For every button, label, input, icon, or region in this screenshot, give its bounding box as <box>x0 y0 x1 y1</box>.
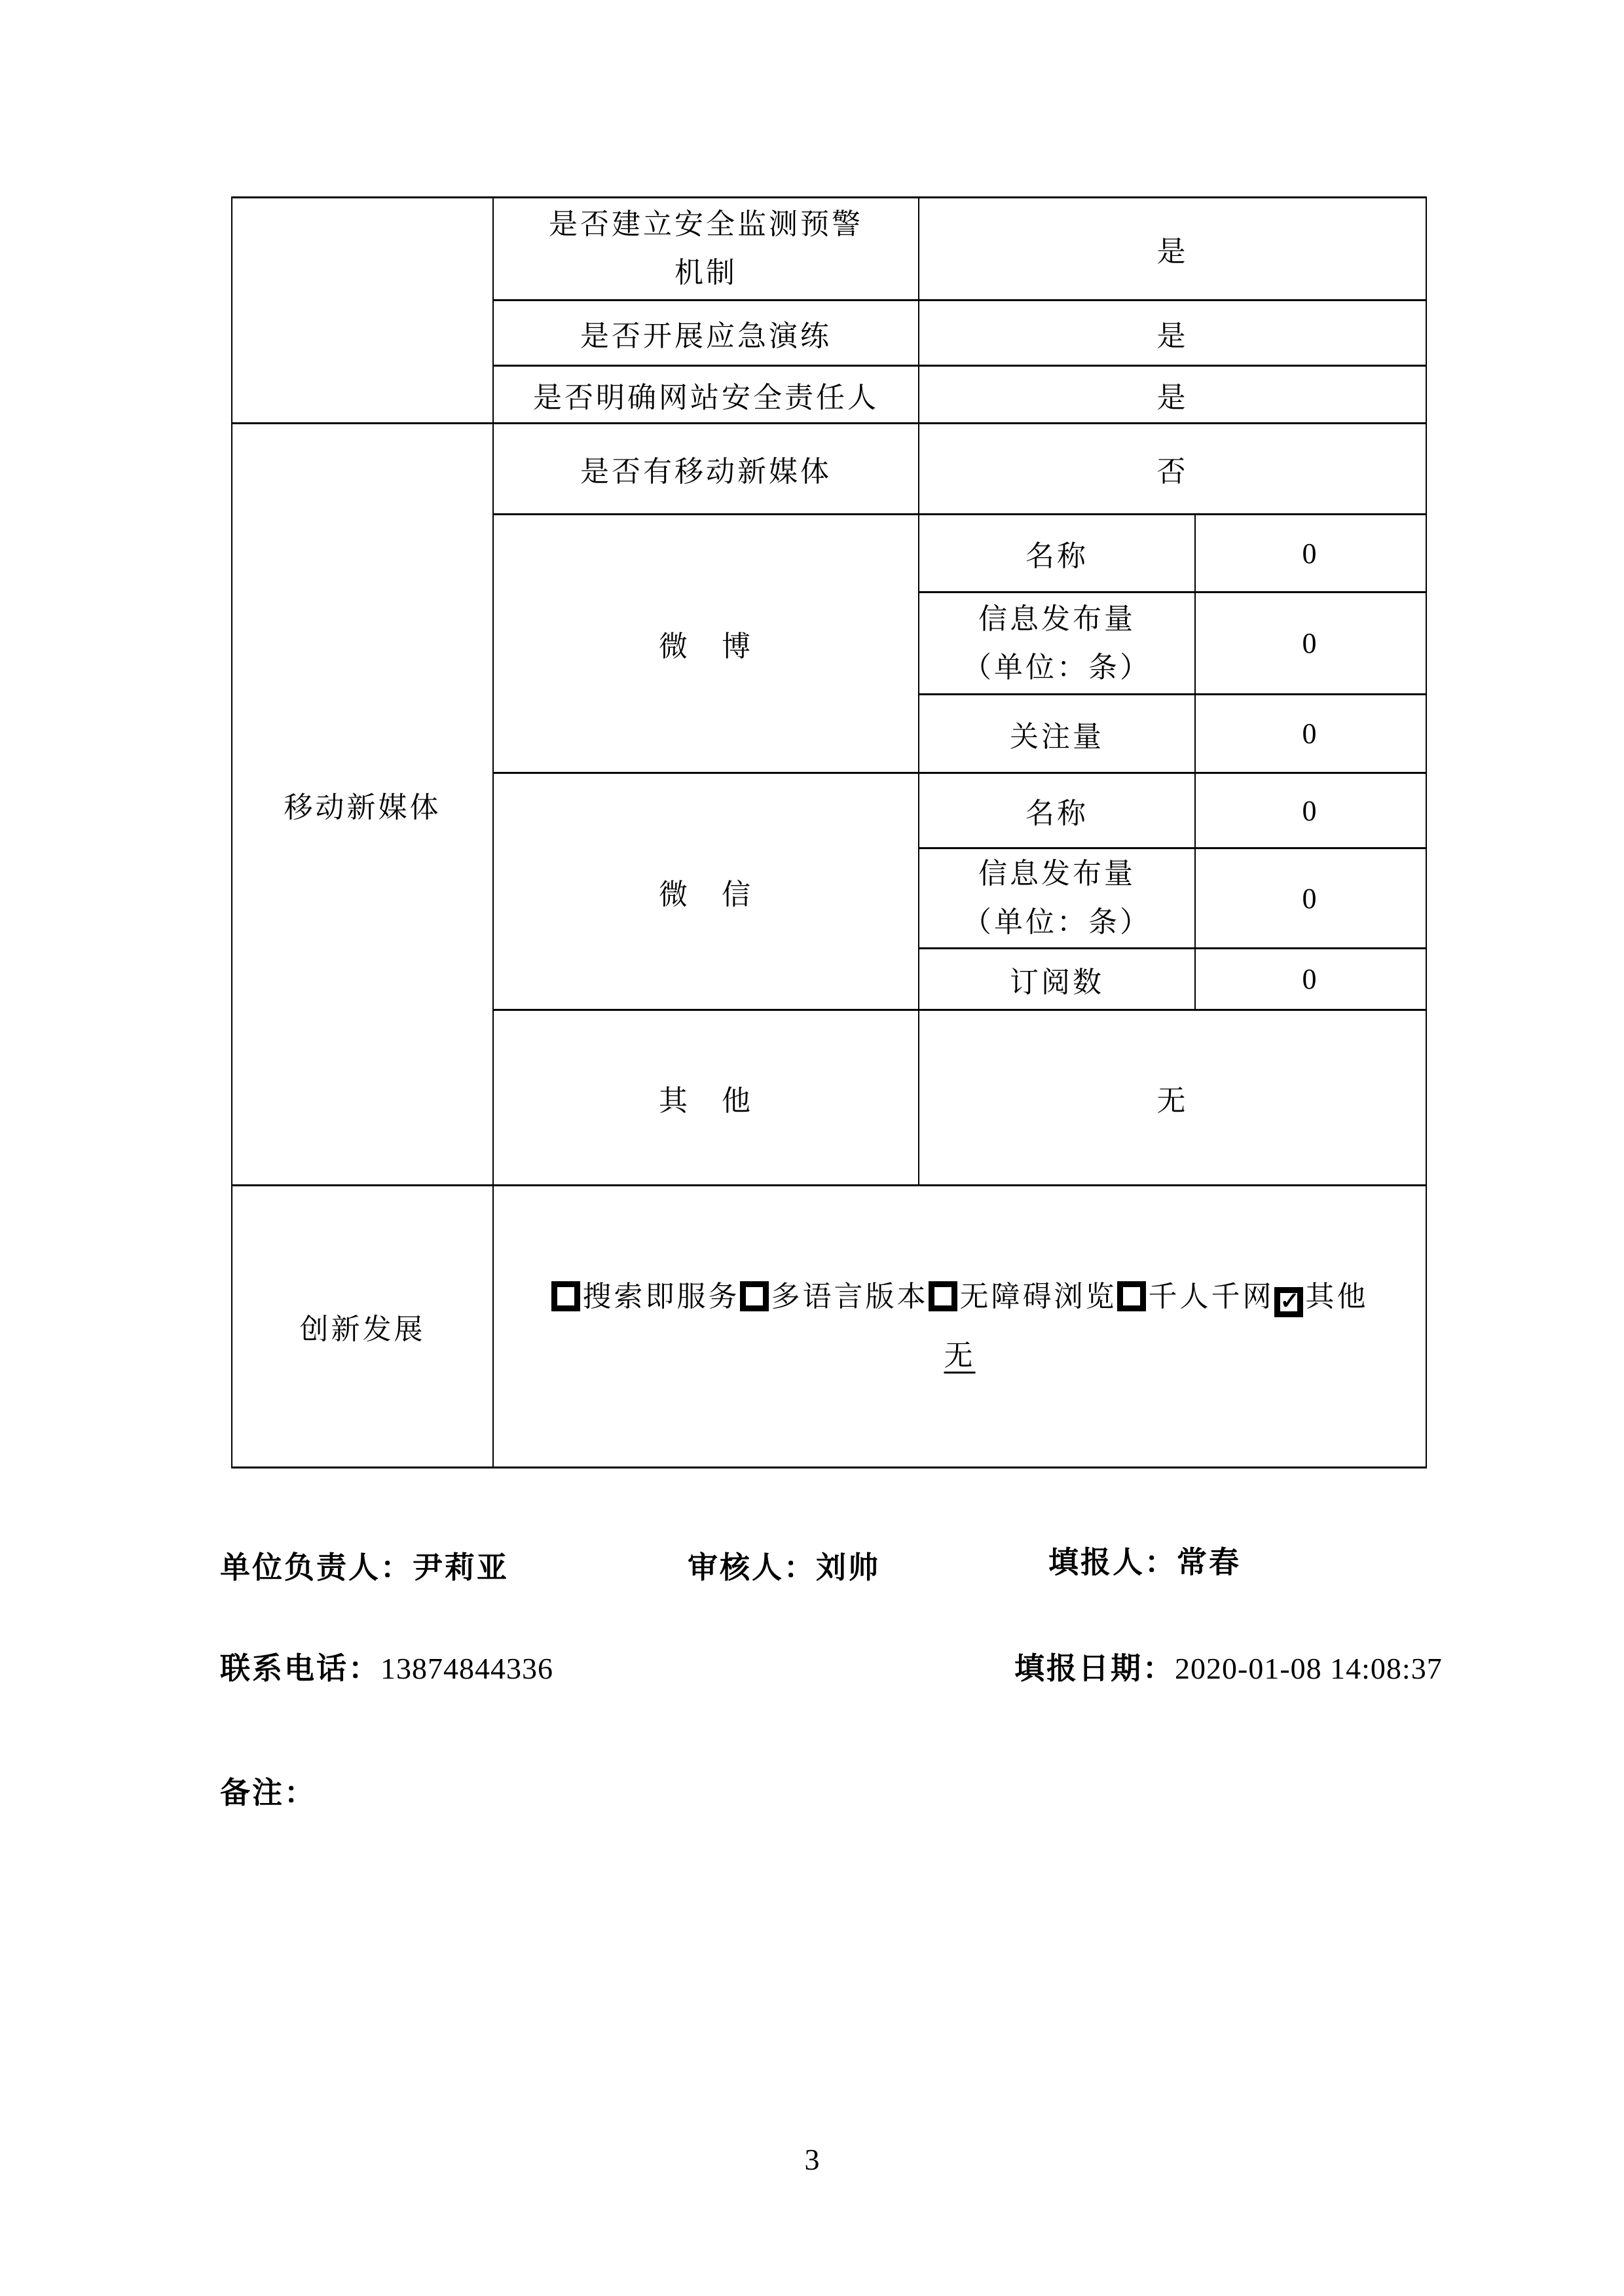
page-number: 3 <box>804 2143 820 2176</box>
row-label-weibo-name: 名称 <box>919 515 1195 592</box>
checkbox-label: 千人千网 <box>1148 1281 1274 1313</box>
footer-filler-value: 常春 <box>1177 1546 1241 1579</box>
value-emergency-drill: 是 <box>919 301 1426 366</box>
row-label-emergency-drill: 是否开展应急演练 <box>493 301 919 366</box>
checkbox-checked-icon[interactable] <box>1274 1287 1303 1317</box>
footer-phone-label: 联系电话： <box>220 1652 380 1685</box>
innovation-other-value: 无 <box>944 1339 976 1372</box>
innovation-checkbox-line <box>494 1267 1426 1326</box>
value-wechat-subscribers: 0 <box>1195 949 1426 1010</box>
footer-filler <box>1048 1539 1241 1582</box>
value-security-responsible: 是 <box>919 366 1426 424</box>
group-label-weibo: 微 博 <box>493 515 919 773</box>
footer-phone <box>220 1645 553 1688</box>
footer-reviewer-label: 审核人： <box>688 1551 816 1584</box>
value-wechat-posts: 0 <box>1195 848 1426 949</box>
checkbox-label: 搜索即服务 <box>582 1281 740 1313</box>
footer-responsible <box>220 1544 509 1587</box>
row-label-wechat-posts <box>919 848 1195 949</box>
footer-filler-label: 填报人： <box>1048 1546 1177 1579</box>
section-header-empty-cell <box>232 198 493 424</box>
innovation-options-cell <box>493 1186 1426 1468</box>
report-table <box>231 196 1427 1468</box>
row-label-wechat-name: 名称 <box>919 773 1195 848</box>
footer-reviewer <box>688 1544 880 1587</box>
group-label-wechat: 微 信 <box>493 773 919 1010</box>
footer-report-date <box>1014 1645 1443 1688</box>
footer-reviewer-value: 刘帅 <box>816 1551 880 1584</box>
checkbox-label: 其他 <box>1305 1281 1369 1313</box>
footer-responsible-value: 尹莉亚 <box>413 1551 509 1584</box>
checkbox-item-multilingual[interactable] <box>740 1281 929 1313</box>
footer-report-date-label: 填报日期： <box>1014 1652 1175 1685</box>
row-label-weibo-followers: 关注量 <box>919 695 1195 773</box>
innovation-other-line <box>494 1326 1426 1385</box>
value-has-mobile-media: 否 <box>919 424 1426 515</box>
footer-phone-value: 13874844336 <box>380 1652 553 1685</box>
checkbox-unchecked-icon[interactable] <box>551 1281 580 1311</box>
row-label-line1: 是否建立安全监测预警 <box>549 208 863 240</box>
row-label-line2: （单位：条） <box>963 906 1151 938</box>
section-header-innovation: 创新发展 <box>232 1186 493 1468</box>
row-label-has-mobile-media: 是否有移动新媒体 <box>493 424 919 515</box>
checkbox-unchecked-icon[interactable] <box>1117 1281 1146 1311</box>
row-label-line1: 信息发布量 <box>978 858 1135 890</box>
row-label-line2: （单位：条） <box>963 651 1151 683</box>
value-wechat-name: 0 <box>1195 773 1426 848</box>
row-label-line1: 信息发布量 <box>978 602 1135 635</box>
footer-report-date-value: 2020-01-08 14:08:37 <box>1175 1652 1443 1685</box>
checkbox-label: 无障碍浏览 <box>959 1281 1117 1313</box>
value-weibo-name: 0 <box>1195 515 1426 592</box>
checkbox-item-search-service[interactable] <box>551 1281 740 1313</box>
row-label-weibo-posts <box>919 592 1195 695</box>
checkbox-item-accessibility[interactable] <box>929 1281 1117 1313</box>
row-label-security-monitor <box>493 198 919 301</box>
row-label-wechat-subscribers: 订阅数 <box>919 949 1195 1010</box>
row-label-security-responsible: 是否明确网站安全责任人 <box>493 366 919 424</box>
row-label-line2: 机制 <box>674 257 737 289</box>
section-header-mobile-media: 移动新媒体 <box>232 424 493 1186</box>
remark-label: 备注： <box>220 1776 316 1810</box>
checkbox-label: 多语言版本 <box>771 1281 929 1313</box>
value-other-media: 无 <box>919 1010 1426 1186</box>
checkbox-item-personalized[interactable] <box>1117 1281 1274 1313</box>
footer-responsible-label: 单位负责人： <box>220 1551 413 1584</box>
value-weibo-posts: 0 <box>1195 592 1426 695</box>
checkbox-item-other[interactable] <box>1274 1281 1369 1313</box>
value-weibo-followers: 0 <box>1195 695 1426 773</box>
value-security-monitor: 是 <box>919 198 1426 301</box>
checkbox-unchecked-icon[interactable] <box>740 1281 769 1311</box>
checkbox-unchecked-icon[interactable] <box>929 1281 957 1311</box>
row-label-other-media: 其 他 <box>493 1010 919 1186</box>
check-mark-icon: ✓ <box>1280 1288 1300 1314</box>
